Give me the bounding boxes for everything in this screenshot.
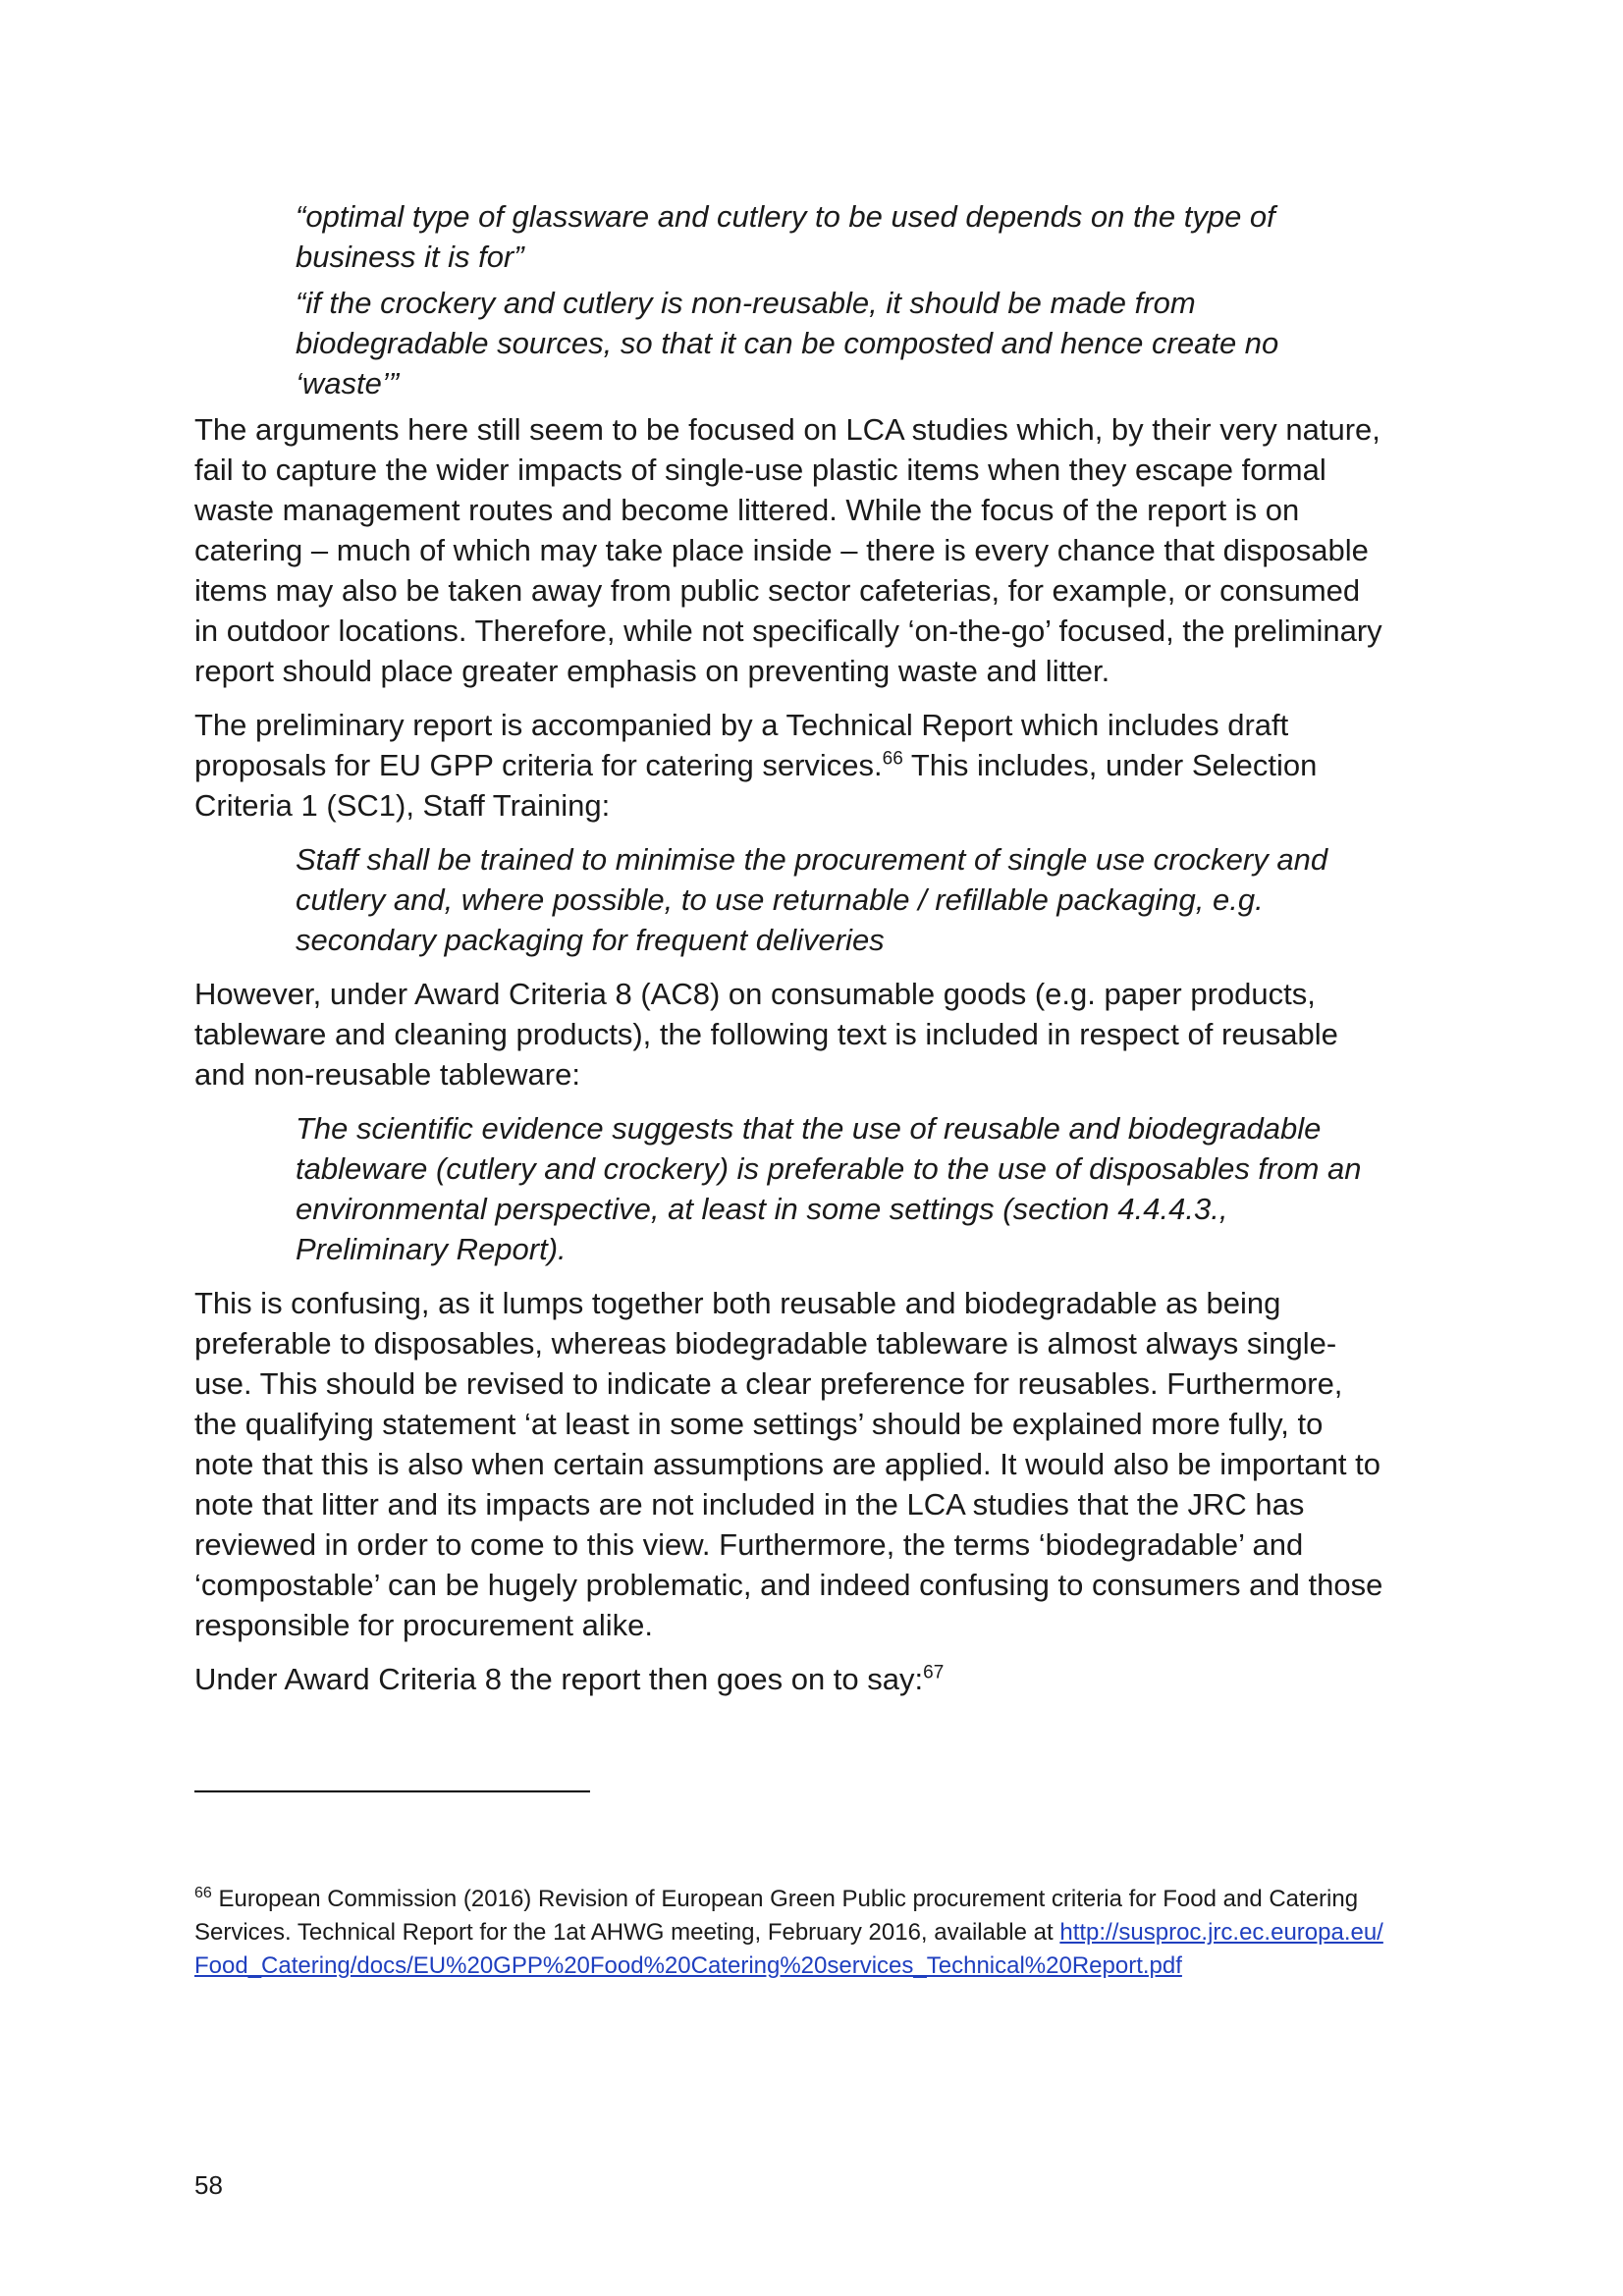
quote-scientific-evidence: The scientific evidence suggests that the use of reusable and biodegradable tableware (cutlery and crockery) is preferable to the use of disposables from an environmental perspective, at least in some settings (section 4.4.4.3., Preliminary Report). — [296, 1111, 1362, 1266]
paragraph-lca-arguments: The arguments here still seem to be focused on LCA studies which, by their very nature, fail to capture the wider impacts of single-use plastic items when they escape formal waste management routes and become littered. While the focus of the report is on catering – much of which may take place inside – there is every chance that disposable items may also be taken away from public sector cafeterias, for example, or consumed in outdoor locations. Therefore, while not specifically ‘on-the-go’ focused, the preliminary report should place greater emphasis on preventing waste and litter. — [194, 412, 1382, 688]
body-text — [194, 196, 1387, 1713]
paragraph-technical-report-text: The preliminary report is accompanied by a Technical Report which includes draft proposals for EU GPP criteria for catering services. — [194, 708, 1289, 782]
page-number: 58 — [194, 2170, 223, 2200]
paragraph-technical-report — [194, 705, 1387, 826]
footnote-separator — [194, 1790, 590, 1792]
footnote-reference-67[interactable]: 67 — [923, 1662, 945, 1683]
paragraph-confusing: This is confusing, as it lumps together both reusable and biodegradable as being preferable to disposables, whereas biodegradable tableware is almost always single-use. This should be revised to indicate a clear preference for reusables. Furthermore, the qualifying statement ‘at least in some settings’ should be explained more fully, to note that this is also when certain assumptions are applied. It would also be important to note that litter and its impacts are not included in the LCA studies that the JRC has reviewed in order to come to this view. Furthermore, the terms ‘biodegradable’ and ‘compostable’ can be hugely problematic, and indeed confusing to consumers and those responsible for procurement alike. — [194, 1286, 1383, 1642]
paragraph-technical-report-continuation: This includes, under Selection Criteria 1 (SC1), Staff Training: — [194, 748, 1318, 823]
paragraph-award-criteria-8 — [194, 1659, 1387, 1699]
footnote-66 — [194, 1883, 1392, 1983]
quote-staff-training: Staff shall be trained to minimise the procurement of single use crockery and cutlery and, where possible, to use returnable / refillable packaging, e.g. secondary packaging for frequent deliveries — [296, 842, 1328, 957]
paragraph-award-criteria: However, under Award Criteria 8 (AC8) on consumable goods (e.g. paper products, tableware and cleaning products), the following text is included in respect of reusable and non-reusable tableware: — [194, 977, 1338, 1092]
footnote-link[interactable]: http://susproc.jrc.ec.europa.eu/Food_Catering/docs/EU%20GPP%20Food%20Catering%20services_Technical%20Report.pdf — [194, 1919, 1383, 1979]
footnote-reference-66[interactable]: 66 — [882, 748, 903, 770]
paragraph-award-criteria-8-text: Under Award Criteria 8 the report then goes on to say: — [194, 1662, 924, 1696]
quote-crockery: “if the crockery and cutlery is non-reusable, it should be made from biodegradable sources, so that it can be composted and hence create no ‘waste’” — [296, 286, 1279, 400]
footnote-number: 66 — [194, 1885, 212, 1901]
quote-glassware: “optimal type of glassware and cutlery to be used depends on the type of business it is for” — [296, 199, 1275, 274]
footnote-text: European Commission (2016) Revision of European Green Public procurement criteria for Food and Catering Services. Technical Report for the 1at AHWG meeting, February 2016, available at — [194, 1886, 1359, 1946]
